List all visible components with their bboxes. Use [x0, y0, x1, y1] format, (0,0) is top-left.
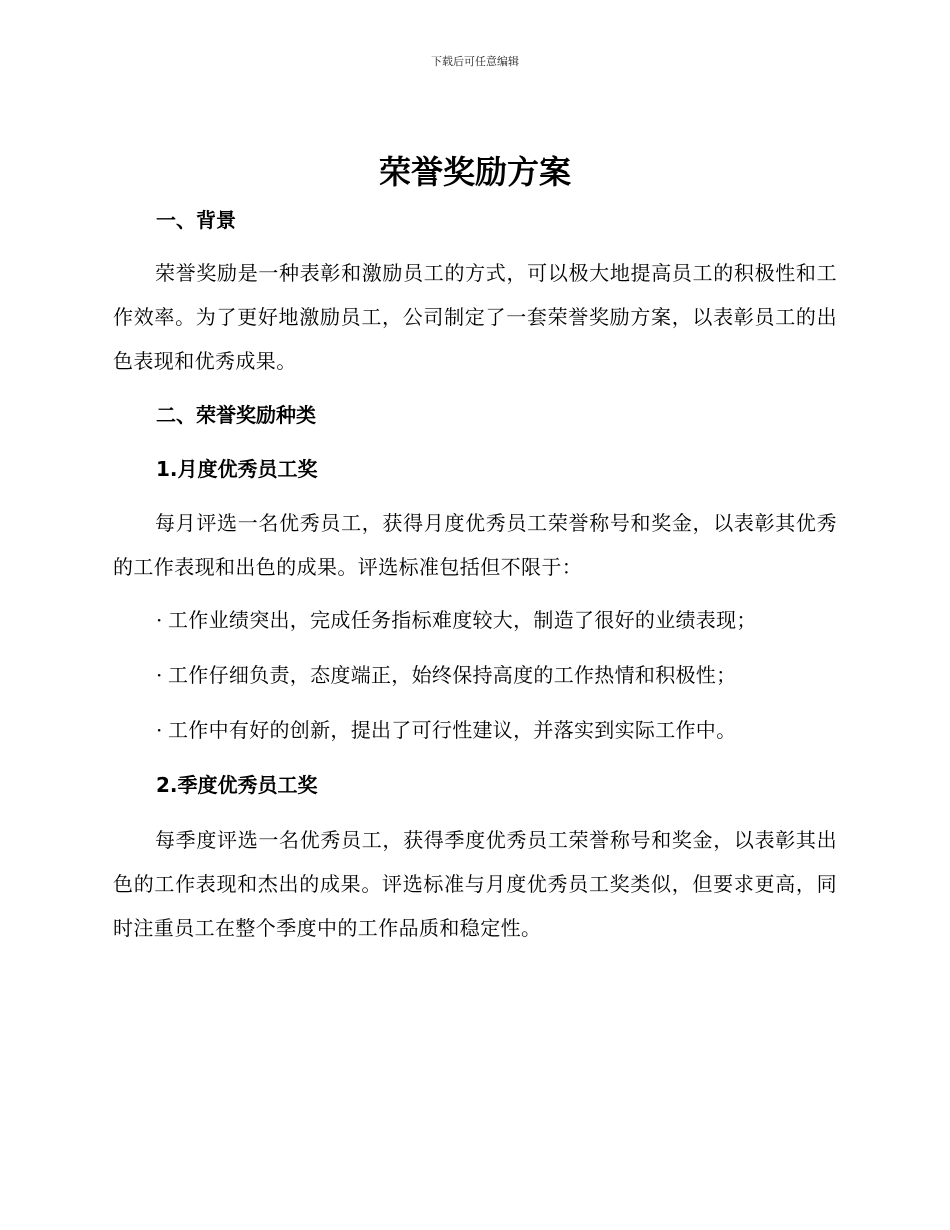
header-note: 下载后可任意编辑: [431, 55, 519, 68]
list-item: [156, 716, 846, 744]
bullet-marker: ·: [156, 718, 163, 742]
list-item: [156, 661, 846, 689]
bullet-marker: ·: [156, 663, 163, 687]
document-title: 荣誉奖励方案: [378, 153, 571, 191]
background-paragraph: 荣誉奖励是一种表彰和激励员工的方式，可以极大地提高员工的积极性和工作效率。为了更好地激励员工，公司制定了一套荣誉奖励方案，以表彰员工的出色表现和优秀成果。: [113, 261, 837, 373]
section-heading-award-types: 二、荣誉奖励种类: [156, 403, 316, 427]
subsection-heading-monthly-award: 1.月度优秀员工奖: [156, 457, 318, 481]
bullet-text: 工作仔细负责，态度端正，始终保持高度的工作热情和积极性；: [168, 663, 737, 687]
bullet-marker: ·: [156, 608, 163, 632]
bullet-text: 工作中有好的创新，提出了可行性建议，并落实到实际工作中。: [168, 718, 737, 742]
monthly-award-paragraph: 每月评选一名优秀员工，获得月度优秀员工荣誉称号和奖金，以表彰其优秀的工作表现和出色的成果。评选标准包括但不限于：: [113, 511, 837, 579]
bullet-text: 工作业绩突出，完成任务指标难度较大，制造了很好的业绩表现；: [168, 608, 757, 632]
subsection-heading-quarterly-award: 2.季度优秀员工奖: [156, 773, 318, 797]
list-item: [156, 606, 846, 634]
quarterly-award-paragraph: 每季度评选一名优秀员工，获得季度优秀员工荣誉称号和奖金，以表彰其出色的工作表现和杰出的成果。评选标准与月度优秀员工奖类似，但要求更高，同时注重员工在整个季度中的工作品质和稳定性。: [113, 828, 837, 940]
section-heading-background: 一、背景: [156, 208, 236, 232]
